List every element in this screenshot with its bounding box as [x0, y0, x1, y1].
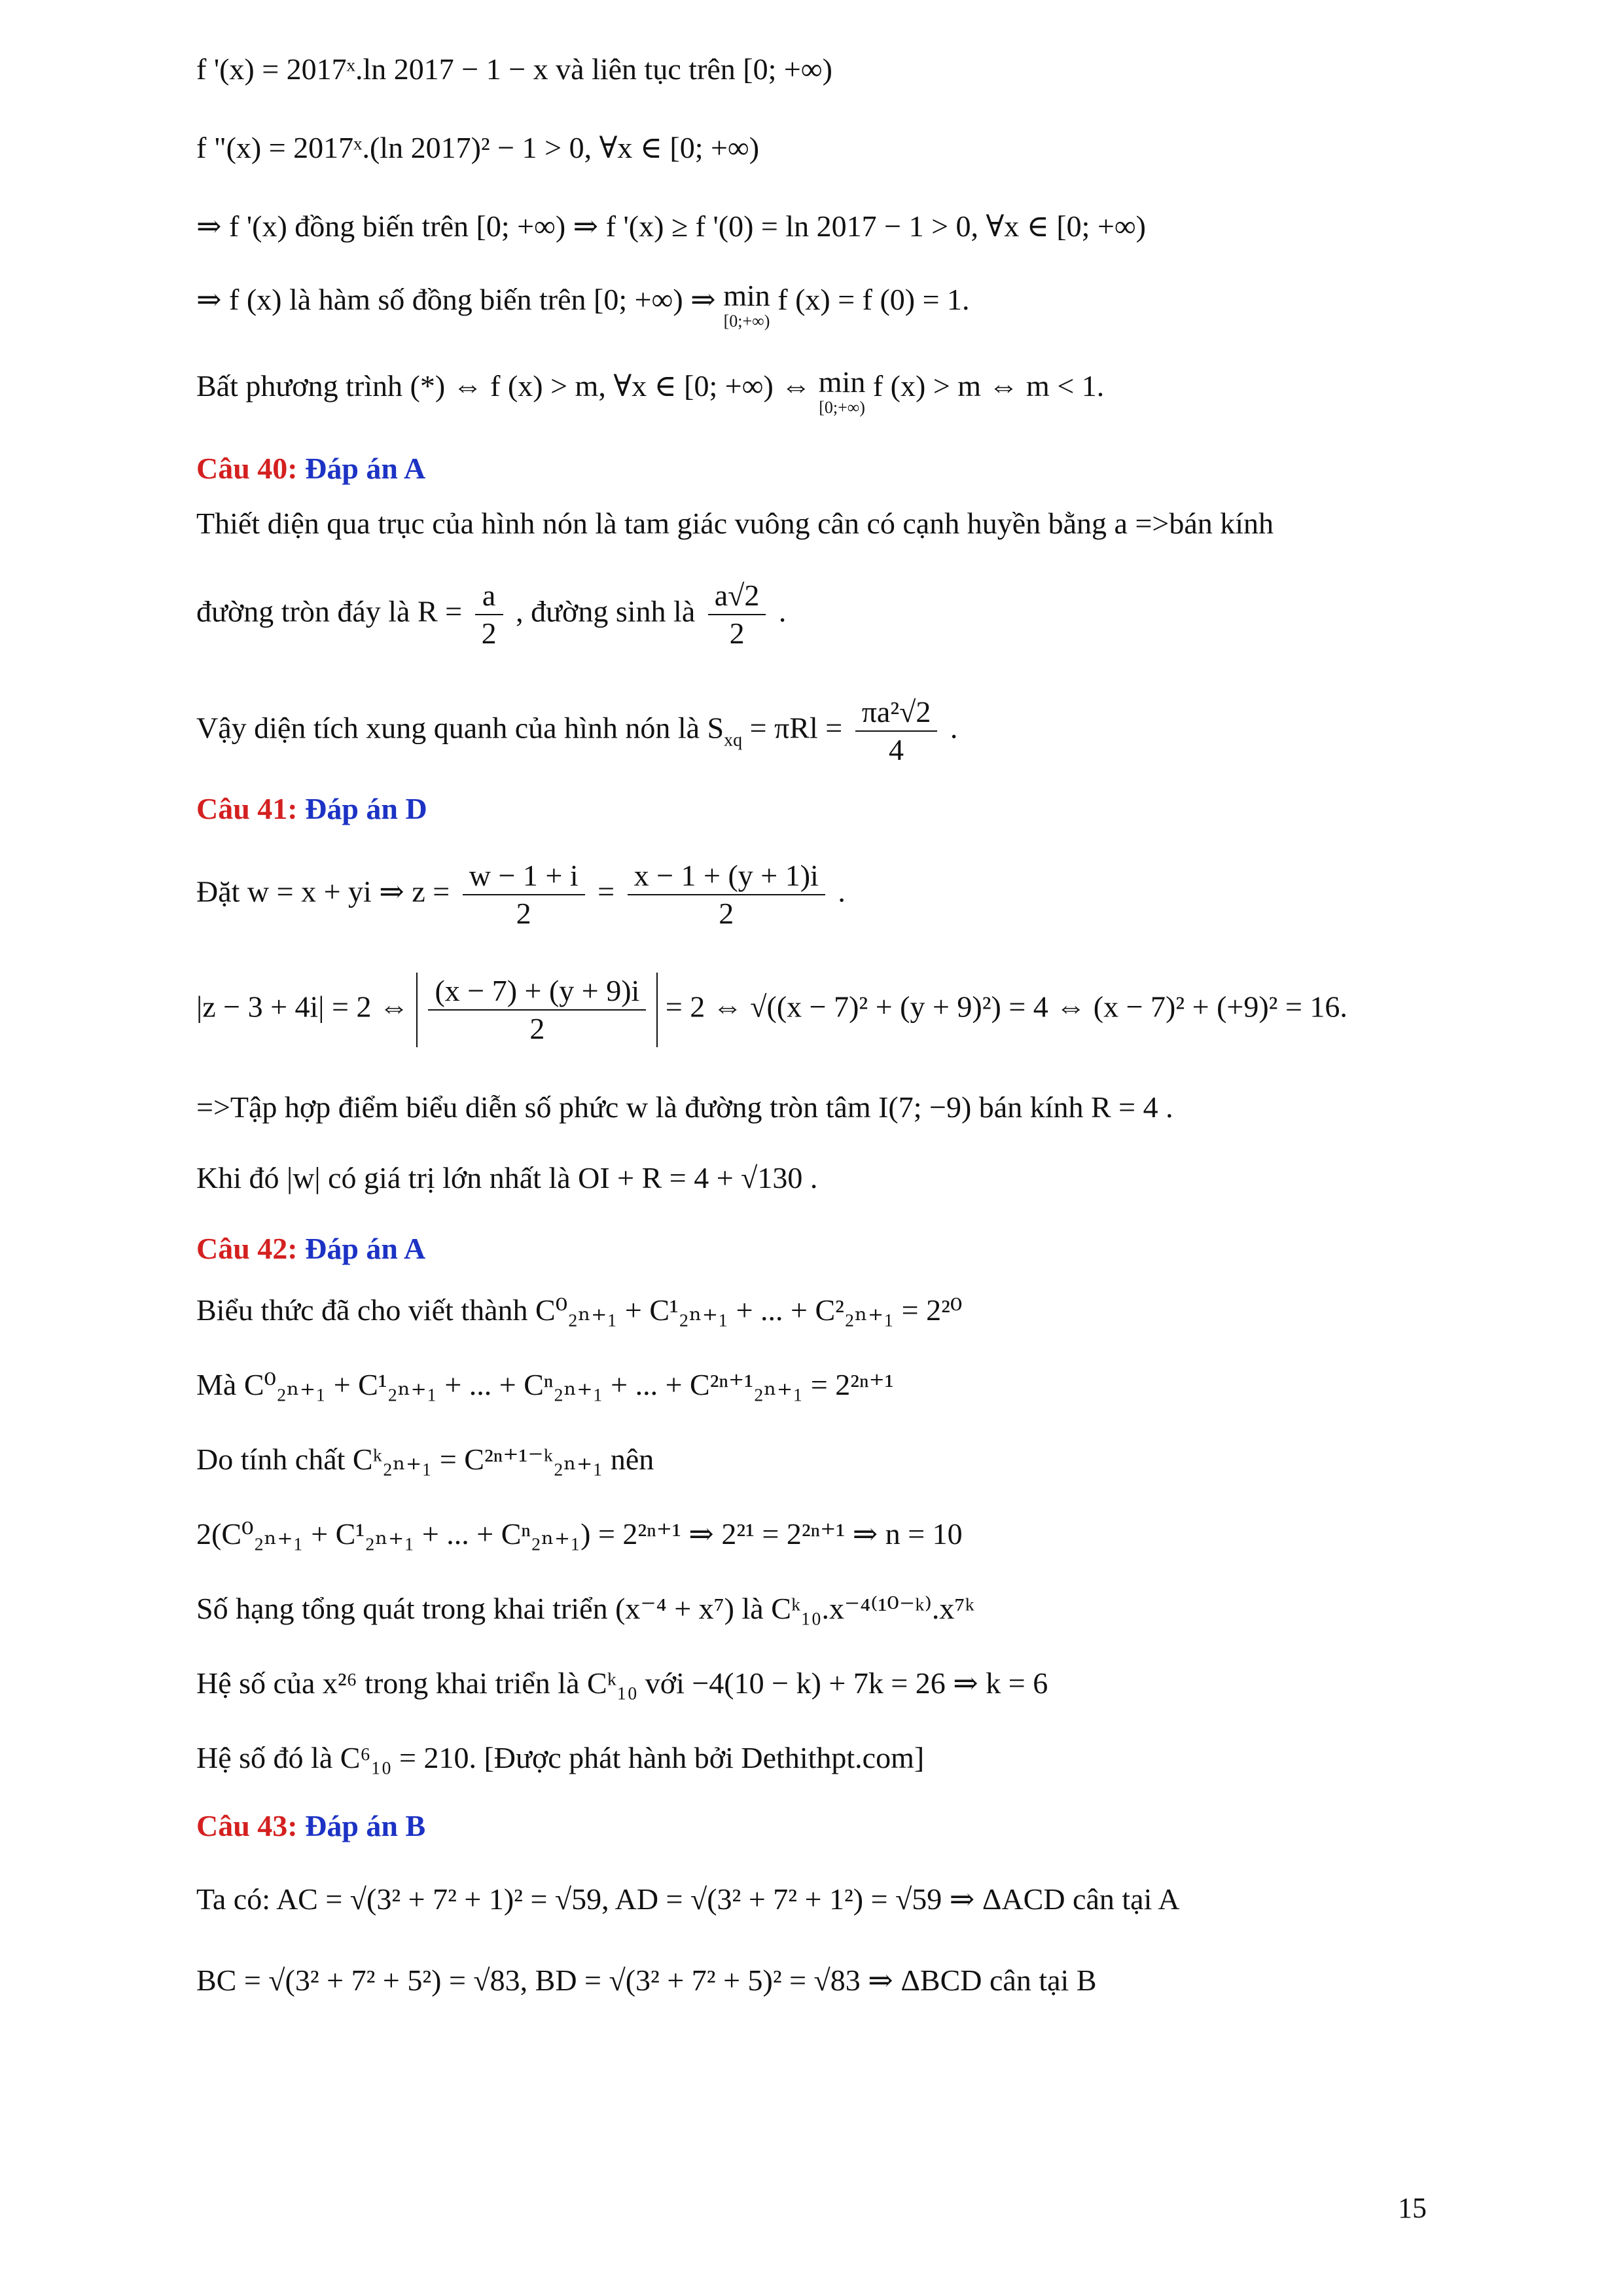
numerator: (x − 7) + (y + 9)i	[428, 973, 646, 1011]
text-segment: ⇒ f (x) là hàm số đồng biến trên [0; +∞) ⇒	[196, 283, 716, 316]
text-segment: .	[838, 874, 846, 908]
min-domain: [0;+∞)	[723, 312, 770, 331]
text-line: Số hạng tổng quát trong khai triển (x⁻⁴ + x⁷) là Cᵏ₁₀.x⁻⁴⁽¹⁰⁻ᵏ⁾.x⁷ᵏ	[196, 1592, 974, 1625]
text-line: ⇒ f '(x) đồng biến trên [0; +∞) ⇒ f '(x) ≥ f '(0) = ln 2017 − 1 > 0, ∀x ∈ [0; +∞)	[196, 209, 1146, 243]
question-label: Câu 41:	[196, 792, 298, 825]
numerator: πa²√2	[855, 694, 938, 732]
text-segment: Vậy diện tích xung quanh của hình nón là S	[196, 711, 724, 745]
text-segment: .	[950, 711, 958, 745]
page-number: 15	[1398, 2192, 1427, 2224]
numerator: a	[475, 577, 503, 615]
min-operator	[723, 280, 770, 331]
fraction	[428, 973, 646, 1047]
numerator: a√2	[708, 577, 766, 615]
text-segment: = 2 ⇔ √((x − 7)² + (y + 9)²) = 4 ⇔ (x − 7)² + (+9)² = 16.	[665, 990, 1347, 1024]
denominator: 2	[729, 617, 745, 650]
question-heading	[196, 789, 427, 829]
question-heading	[196, 1806, 425, 1846]
fraction	[475, 577, 503, 652]
subscript: xq	[724, 730, 743, 751]
fraction	[463, 857, 585, 932]
answer-label: Đáp án A	[305, 1232, 426, 1265]
text-segment: Đặt w = x + yi ⇒ z =	[196, 874, 450, 908]
denominator: 2	[719, 897, 734, 930]
text-segment: đường tròn đáy là R =	[196, 594, 463, 628]
text-line	[196, 857, 1453, 932]
text-line: Hệ số của x²⁶ trong khai triển là Cᵏ₁₀ với −4(10 − k) + 7k = 26 ⇒ k = 6	[196, 1666, 1048, 1700]
question-heading	[196, 1229, 425, 1268]
text-segment: =	[597, 874, 615, 908]
text-line: 2(C⁰₂ₙ₊₁ + C¹₂ₙ₊₁ + ... + Cⁿ₂ₙ₊₁) = 2²ⁿ⁺¹ ⇒ 2²¹ = 2²ⁿ⁺¹ ⇒ n = 10	[196, 1517, 963, 1551]
fraction	[628, 857, 825, 932]
text-line: Do tính chất Cᵏ₂ₙ₊₁ = C²ⁿ⁺¹⁻ᵏ₂ₙ₊₁ nên	[196, 1443, 654, 1476]
numerator: x − 1 + (y + 1)i	[628, 857, 825, 895]
text-line	[196, 577, 1453, 652]
text-line: =>Tập hợp điểm biểu diễn số phức w là đường tròn tâm I(7; −9) bán kính R = 4 .	[196, 1090, 1173, 1124]
fraction	[855, 694, 938, 768]
denominator: 4	[889, 733, 904, 766]
text-segment: = πRl =	[749, 711, 843, 745]
answer-label: Đáp án D	[305, 792, 427, 825]
text-segment: f (x) > m ⇔ m < 1.	[872, 369, 1105, 403]
min-label: min	[723, 279, 770, 312]
text-line: Mà C⁰₂ₙ₊₁ + C¹₂ₙ₊₁ + ... + Cⁿ₂ₙ₊₁ + ... + C²ⁿ⁺¹₂ₙ₊₁ = 2²ⁿ⁺¹	[196, 1368, 894, 1401]
question-label: Câu 40:	[196, 452, 298, 485]
text-line: Hệ số đó là C⁶₁₀ = 210. [Được phát hành bởi Dethithpt.com]	[196, 1741, 925, 1774]
min-operator	[819, 367, 866, 418]
text-segment: Bất phương trình (*) ⇔ f (x) > m, ∀x ∈ [0; +∞) ⇔	[196, 369, 812, 403]
text-line: Thiết diện qua trục của hình nón là tam giác vuông cân có cạnh huyền bằng a =>bán kính	[196, 507, 1274, 540]
text-line	[196, 694, 1453, 768]
answer-label: Đáp án A	[305, 452, 426, 485]
question-label: Câu 43:	[196, 1809, 298, 1842]
text-line: BC = √(3² + 7² + 5²) = √83, BD = √(3² + 7² + 5)² = √83 ⇒ ΔBCD cân tại B	[196, 1964, 1097, 1997]
text-line	[196, 280, 1453, 331]
fraction	[708, 577, 766, 652]
text-segment: .	[778, 594, 787, 628]
denominator: 2	[529, 1012, 545, 1045]
text-line: f "(x) = 2017ˣ.(ln 2017)² − 1 > 0, ∀x ∈ [0; +∞)	[196, 131, 760, 164]
text-line	[196, 367, 1453, 418]
numerator: w − 1 + i	[463, 857, 585, 895]
text-line: Khi đó |w| có giá trị lớn nhất là OI + R = 4 + √130 .	[196, 1161, 818, 1194]
text-segment: , đường sinh là	[516, 594, 696, 628]
text-segment: |z − 3 + 4i| = 2 ⇔	[196, 990, 409, 1024]
denominator: 2	[481, 617, 497, 650]
text-line: Ta có: AC = √(3² + 7² + 1)² = √59, AD = √(3² + 7² + 1²) = √59 ⇒ ΔACD cân tại A	[196, 1882, 1180, 1916]
question-label: Câu 42:	[196, 1232, 298, 1265]
text-segment: f (x) = f (0) = 1.	[777, 283, 970, 316]
text-line	[196, 973, 1453, 1047]
text-line: f '(x) = 2017ˣ.ln 2017 − 1 − x và liên tục trên [0; +∞)	[196, 52, 832, 86]
question-heading	[196, 449, 425, 488]
denominator: 2	[516, 897, 531, 930]
min-domain: [0;+∞)	[819, 398, 865, 417]
text-line: Biểu thức đã cho viết thành C⁰₂ₙ₊₁ + C¹₂ₙ₊₁ + ... + C²₂ₙ₊₁ = 2²⁰	[196, 1293, 963, 1327]
answer-label: Đáp án B	[305, 1809, 426, 1842]
absolute-value	[416, 973, 658, 1047]
min-label: min	[818, 365, 866, 399]
